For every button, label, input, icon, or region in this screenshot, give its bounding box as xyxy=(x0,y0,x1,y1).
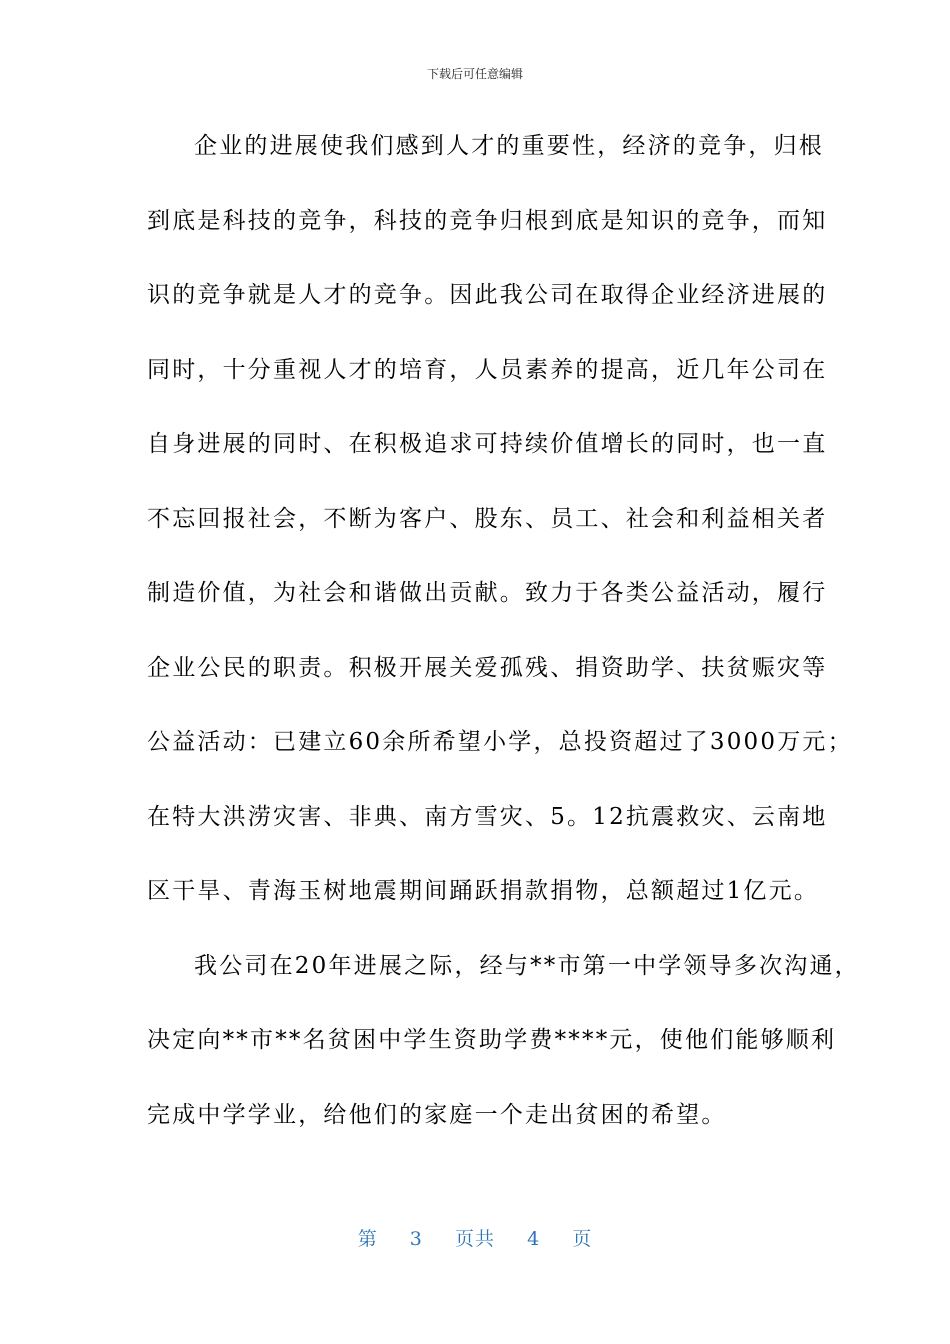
text-line: 制造价值，为社会和谐做出贡献。致力于各类公益活动，履行 xyxy=(147,580,828,606)
text-line: 自身进展的同时、在积极追求可持续价值增长的同时，也一直 xyxy=(147,431,828,457)
text-line: 企业的进展使我们感到人才的重要性，经济的竞争，归根 xyxy=(194,133,824,159)
text-line: 在特大洪涝灾害、非典、南方雪灾、5。12抗震救灾、云南地 xyxy=(147,803,828,830)
text-line: 识的竞争就是人才的竞争。因此我公司在取得企业经济进展的 xyxy=(147,282,828,308)
text-line: 企业公民的职责。积极开展关爱孤残、捐资助学、扶贫赈灾等 xyxy=(147,654,828,681)
text-line: 完成中学学业，给他们的家庭一个走出贫困的希望。 xyxy=(147,1101,727,1128)
footer-total-pages: 4 xyxy=(527,1228,541,1250)
footer-current-page: 3 xyxy=(409,1228,423,1250)
text-line: 同时，十分重视人才的培育，人员素养的提高，近几年公司在 xyxy=(147,356,828,383)
text-line: 决定向**市**名贫困中学生资助学费****元，使他们能够顺利 xyxy=(147,1027,837,1053)
text-line: 我公司在20年进展之际，经与**市第一中学领导多次沟通， xyxy=(194,952,860,979)
text-line: 公益活动：已建立60余所希望小学，总投资超过了3000万元； xyxy=(147,729,853,755)
text-line: 到底是科技的竞争，科技的竞争归根到底是知识的竞争，而知 xyxy=(147,207,828,234)
text-line: 区干旱、青海玉树地震期间踊跃捐款捐物，总额超过1亿元。 xyxy=(147,878,820,904)
footer-suffix: 页 xyxy=(572,1228,593,1250)
footer-middle: 页共 xyxy=(454,1228,495,1250)
document-body xyxy=(147,127,860,1170)
page-header: 下载后可任意编辑 xyxy=(426,67,523,81)
footer-prefix: 第 xyxy=(357,1228,378,1250)
paragraph-1 xyxy=(147,127,853,947)
paragraph-2 xyxy=(147,947,860,1171)
text-line: 不忘回报社会，不断为客户、股东、员工、社会和利益相关者 xyxy=(147,505,828,532)
page-footer xyxy=(0,1226,950,1252)
